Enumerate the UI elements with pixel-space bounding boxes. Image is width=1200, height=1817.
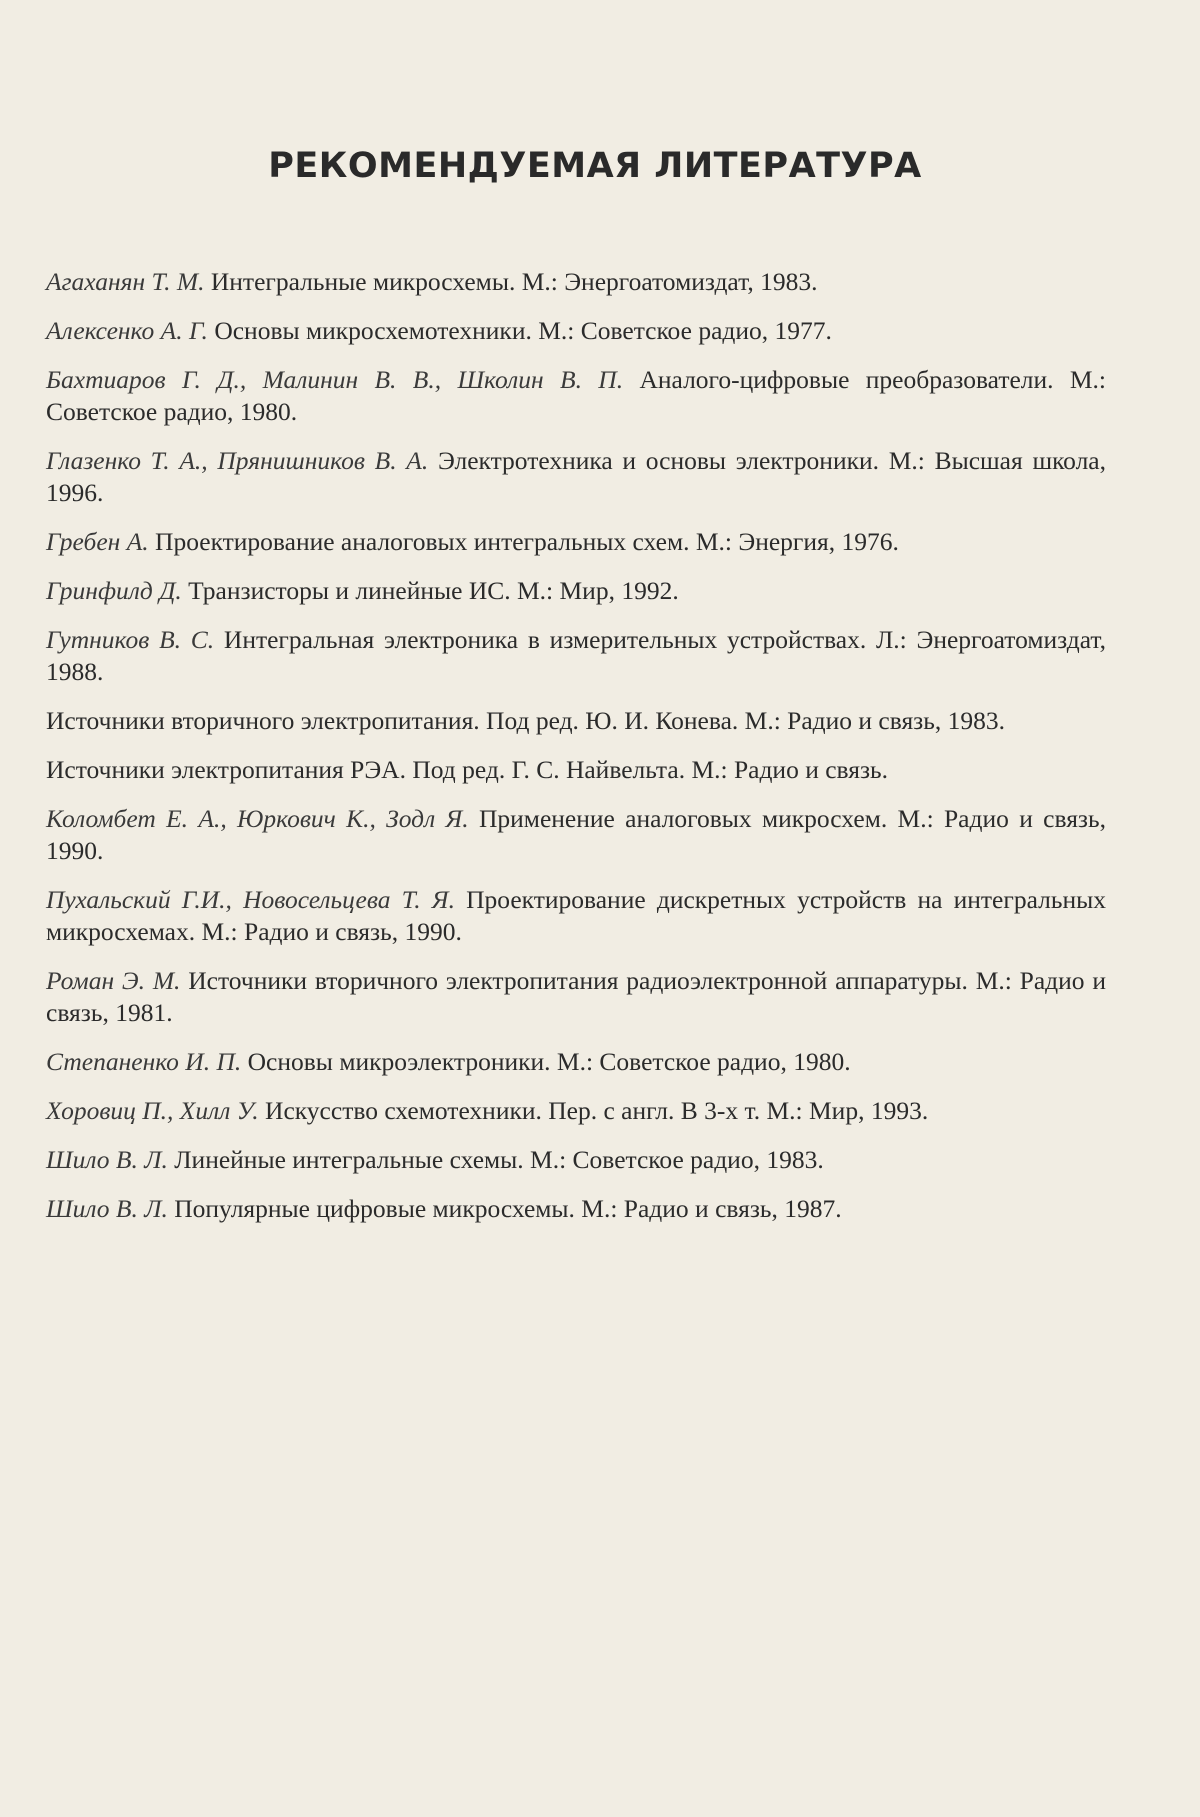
reference-item: [46, 1046, 1106, 1078]
reference-item: [46, 965, 1106, 1029]
reference-authors: Роман Э. М.: [46, 966, 181, 995]
reference-text: Применение аналоговых микросхем. М.: Радио и связь, 1990.: [46, 804, 1106, 865]
reference-item: [46, 575, 1106, 607]
reference-item: [46, 445, 1106, 509]
reference-authors: Шило В. Л.: [46, 1145, 168, 1174]
reference-authors: Степаненко И. П.: [46, 1047, 242, 1076]
reference-authors: Гутников В. С.: [46, 625, 215, 654]
reference-text: Источники вторичного электропитания радиоэлектронной аппаратуры. М.: Радио и связь, 1981.: [46, 966, 1107, 1027]
reference-text: Аналого-цифровые преобразователи. М.: Советское радио, 1980.: [46, 365, 1107, 426]
reference-list: [46, 266, 1106, 1242]
reference-authors: Коломбет Е. А., Юркович К., Зодл Я.: [46, 804, 469, 833]
reference-item: [46, 754, 1106, 786]
page-title: РЕКОМЕНДУЕМАЯ ЛИТЕРАТУРА: [268, 146, 922, 186]
reference-item: [46, 364, 1106, 428]
reference-authors: Агаханян Т. М.: [46, 267, 205, 296]
reference-authors: Гребен А.: [46, 527, 149, 556]
reference-item: [46, 266, 1106, 298]
reference-text: Линейные интегральные схемы. М.: Советское радио, 1983.: [174, 1145, 824, 1174]
reference-authors: Глазенко Т. А., Прянишников В. А.: [46, 446, 429, 475]
reference-text: Основы микроэлектроники. М.: Советское радио, 1980.: [247, 1047, 851, 1076]
reference-text: Источники электропитания РЭА. Под ред. Г. С. Найвельта. М.: Радио и связь.: [46, 755, 889, 784]
reference-item: [46, 1144, 1106, 1176]
reference-text: Источники вторичного электропитания. Под ред. Ю. И. Конева. М.: Радио и связь, 1983.: [46, 706, 1006, 735]
reference-text: Популярные цифровые микросхемы. М.: Радио и связь, 1987.: [174, 1194, 842, 1223]
reference-text: Искусство схемотехники. Пер. с англ. В 3-х т. М.: Мир, 1993.: [265, 1096, 929, 1125]
reference-authors: Бахтиаров Г. Д., Малинин В. В., Школин В. П.: [46, 365, 624, 394]
reference-item: [46, 624, 1106, 688]
reference-authors: Пухальский Г.И., Новосельцева Т. Я.: [46, 885, 455, 914]
reference-item: [46, 884, 1106, 948]
reference-authors: Шило В. Л.: [46, 1194, 168, 1223]
reference-text: Интегральная электроника в измерительных устройствах. Л.: Энергоатомиздат, 1988.: [46, 625, 1106, 686]
reference-item: [46, 315, 1106, 347]
reference-item: [46, 1095, 1106, 1127]
reference-item: [46, 803, 1106, 867]
reference-item: [46, 1193, 1106, 1225]
reference-authors: Гринфилд Д.: [46, 576, 182, 605]
reference-authors: Алексенко А. Г.: [46, 316, 208, 345]
reference-text: Основы микросхемотехники. М.: Советское радио, 1977.: [214, 316, 832, 345]
reference-authors: Хоровиц П., Хилл У.: [46, 1096, 259, 1125]
reference-text: Интегральные микросхемы. М.: Энергоатомиздат, 1983.: [210, 267, 818, 296]
reference-text: Электротехника и основы электроники. М.: Высшая школа, 1996.: [46, 446, 1107, 507]
reference-text: Проектирование аналоговых интегральных схем. М.: Энергия, 1976.: [155, 527, 899, 556]
reference-text: Транзисторы и линейные ИС. М.: Мир, 1992.: [188, 576, 679, 605]
reference-text: Проектирование дискретных устройств на интегральных микросхемах. М.: Радио и связь, 1990.: [46, 885, 1106, 946]
reference-item: [46, 526, 1106, 558]
reference-item: [46, 705, 1106, 737]
